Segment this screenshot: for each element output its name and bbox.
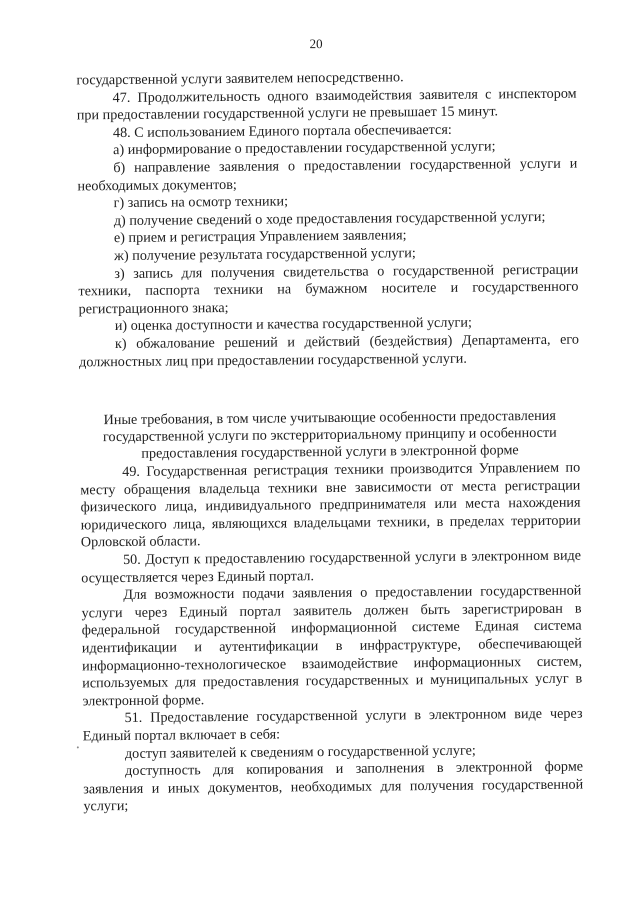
list-item-i: и) оценка доступности и качества государственной услуги; <box>114 314 472 335</box>
paragraph-48: 48. С использованием Единого портала обеспечивается: <box>112 121 452 141</box>
paragraph-47: 47. Продолжительность одного взаимодействия заявителя с инспектором при предоставлении государственной услуги не превышает 15 минут. <box>76 85 577 124</box>
scan-speck <box>77 746 79 748</box>
list-item-a: а) информирование о предоставлении государственной услуги; <box>113 138 496 159</box>
paragraph-50-continuation: Для возможности подачи заявления о предоставлении государственной услуги через Единый портал заявитель должен быть зарегистрирован в федеральной государственной информационной системе Единая система идентификации и аутентификации в инфраструктуре, обеспечивающей информационно-технологическое взаимодействие информационных систем, используемых для предоставления государственных и муниципальных услуг в электронной форме. <box>81 582 583 710</box>
upper-text-block <box>76 68 579 372</box>
list-item: доступ заявителей к сведениям о государственной услуге; <box>124 742 476 762</box>
list-item-e: е) прием и регистрация Управлением заявления; <box>113 227 407 247</box>
list-item-g: г) запись на осмотр техники; <box>113 193 289 212</box>
heading-line: Иные требования, в том числе учитывающие особенности предоставления <box>103 407 556 429</box>
list-item-zh: ж) получение результата государственной услуги; <box>114 245 416 265</box>
heading-line: предоставления государственной услуги в электронной форме <box>141 442 519 463</box>
list-item: доступность для копирования и заполнения в электронной форме заявления и иных документов, необходимых для получения государственной услуги; <box>83 758 584 815</box>
page-number: 20 <box>309 36 323 52</box>
lower-text-block <box>80 460 583 817</box>
list-item-z: з) запись для получения свидетельства о государственной регистрации техники, паспорта техники на бумажном носителе и государственного регистрационного знака; <box>78 261 579 318</box>
paragraph-51: 51. Предоставление государственной услуги в электронном виде через Единый портал включает в себя: <box>82 705 583 745</box>
paragraph-continuation: государственной услуги заявителем непосредственно. <box>76 69 404 89</box>
paragraph-50: 50. Доступ к предоставлению государственной услуги в электронном виде осуществляется через Единый портал. <box>81 547 582 586</box>
list-item-k: к) обжалование решений и действий (бездействия) Департамента, его должностных лиц при предоставлении государственной услуги. <box>79 331 580 370</box>
section-heading <box>80 408 580 464</box>
list-item-b: б) направление заявления о предоставлении государственной услуги и необходимых документов; <box>77 155 578 194</box>
paragraph-49: 49. Государственная регистрация техники производится Управлением по месту обращения владельца техники вне зависимости от места регистрации физического лица, индивидуального предпринимателя или места нахождения юридического лица, являющихся владельцами техники, в пределах территории Орловской области. <box>80 459 581 551</box>
heading-line: государственной услуги по экстерриториальному принципу и особенности <box>102 425 557 446</box>
list-item-d: д) получение сведений о ходе предоставления государственной услуги; <box>113 208 546 229</box>
